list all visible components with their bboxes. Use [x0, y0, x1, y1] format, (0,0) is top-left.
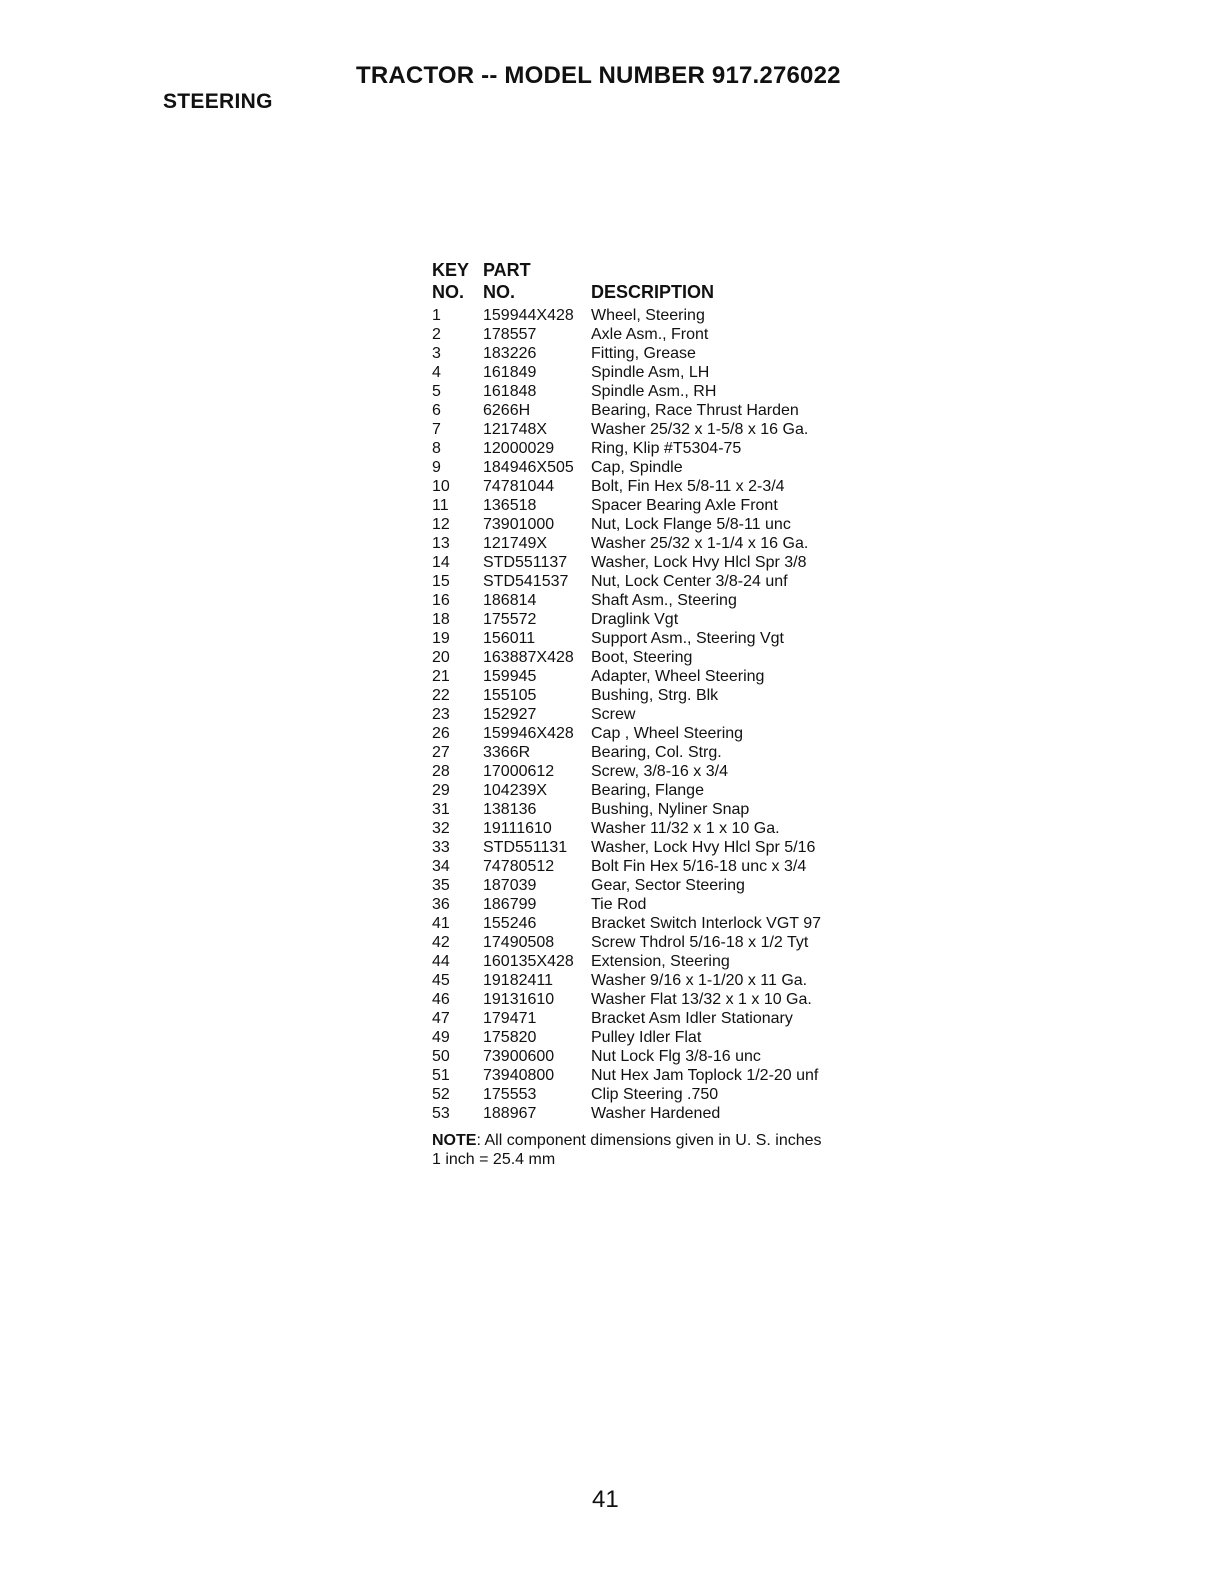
description-cell: Tie Rod	[591, 896, 647, 913]
key-no-cell: 33	[432, 839, 450, 856]
part-no-cell: 155105	[483, 687, 537, 704]
key-no-cell: 28	[432, 763, 450, 780]
key-no-cell: 42	[432, 934, 450, 951]
description-cell: Screw Thdrol 5/16-18 x 1/2 Tyt	[591, 934, 809, 951]
part-header-line2: NO.	[483, 282, 516, 302]
table-row	[432, 553, 902, 572]
key-no-cell: 32	[432, 820, 450, 837]
key-no-cell: 2	[432, 326, 441, 343]
table-row	[432, 534, 902, 553]
table-row	[432, 629, 902, 648]
part-header-line1: PART	[483, 260, 531, 280]
table-row	[432, 1066, 902, 1085]
table-row	[432, 420, 902, 439]
description-cell: Ring, Klip #T5304-75	[591, 440, 742, 457]
description-cell: Washer 9/16 x 1-1/20 x 11 Ga.	[591, 972, 808, 989]
table-row	[432, 667, 902, 686]
key-no-cell: 46	[432, 991, 450, 1008]
table-row	[432, 1009, 902, 1028]
table-row	[432, 1085, 902, 1104]
part-no-cell: 159946X428	[483, 725, 574, 742]
table-row	[432, 933, 902, 952]
part-no-cell: 12000029	[483, 440, 555, 457]
part-no-cell: 175553	[483, 1086, 537, 1103]
description-cell: Gear, Sector Steering	[591, 877, 745, 894]
description-cell: Bolt, Fin Hex 5/8-11 x 2-3/4	[591, 478, 785, 495]
table-row	[432, 876, 902, 895]
description-cell: Spindle Asm, LH	[591, 364, 710, 381]
key-no-cell: 11	[432, 497, 449, 514]
key-no-cell: 10	[432, 478, 450, 495]
part-no-cell: 163887X428	[483, 649, 574, 666]
table-row	[432, 857, 902, 876]
part-no-cell: 136518	[483, 497, 537, 514]
key-no-cell: 52	[432, 1086, 450, 1103]
part-no-cell: 6266H	[483, 402, 531, 419]
part-no-cell: 104239X	[483, 782, 548, 799]
table-row	[432, 591, 902, 610]
section-title: STEERING	[163, 90, 273, 113]
key-no-cell: 31	[432, 801, 450, 818]
table-row	[432, 990, 902, 1009]
description-cell: Spindle Asm., RH	[591, 383, 717, 400]
table-row	[432, 1104, 902, 1123]
table-row	[432, 610, 902, 629]
table-body	[432, 306, 902, 1123]
table-row	[432, 743, 902, 762]
description-cell: Washer 25/32 x 1-5/8 x 16 Ga.	[591, 421, 809, 438]
table-row	[432, 781, 902, 800]
part-no-cell: 184946X505	[483, 459, 574, 476]
table-row	[432, 439, 902, 458]
key-no-cell: 12	[432, 516, 450, 533]
table-row	[432, 724, 902, 743]
description-cell: Bushing, Nyliner Snap	[591, 801, 750, 818]
description-cell: Bearing, Col. Strg.	[591, 744, 722, 761]
description-cell: Washer, Lock Hvy Hlcl Spr 3/8	[591, 554, 807, 571]
part-no-cell: 121749X	[483, 535, 548, 552]
description-cell: Nut, Lock Center 3/8-24 unf	[591, 573, 788, 590]
key-no-cell: 45	[432, 972, 450, 989]
part-no-cell: 161848	[483, 383, 537, 400]
table-row	[432, 705, 902, 724]
part-no-cell: 186814	[483, 592, 537, 609]
part-no-cell: 19182411	[483, 972, 553, 989]
table-row	[432, 572, 902, 591]
description-cell: Bolt Fin Hex 5/16-18 unc x 3/4	[591, 858, 807, 875]
key-no-cell: 3	[432, 345, 441, 362]
part-no-cell: 186799	[483, 896, 537, 913]
table-row	[432, 1047, 902, 1066]
key-header-line1: KEY	[432, 260, 470, 280]
table-row	[432, 458, 902, 477]
key-no-cell: 6	[432, 402, 441, 419]
part-no-cell: 187039	[483, 877, 537, 894]
table-row	[432, 496, 902, 515]
part-no-cell: 121748X	[483, 421, 548, 438]
key-no-cell: 49	[432, 1029, 450, 1046]
table-row	[432, 838, 902, 857]
table-row	[432, 648, 902, 667]
description-cell: Cap , Wheel Steering	[591, 725, 744, 742]
part-no-cell: 175572	[483, 611, 537, 628]
description-cell: Washer 25/32 x 1-1/4 x 16 Ga.	[591, 535, 809, 552]
description-cell: Bracket Switch Interlock VGT 97	[591, 915, 822, 932]
part-no-cell: STD541537	[483, 573, 569, 590]
table-row	[432, 914, 902, 933]
part-no-cell: 159944X428	[483, 307, 574, 324]
key-no-cell: 15	[432, 573, 450, 590]
part-no-cell: 138136	[483, 801, 537, 818]
description-cell: Shaft Asm., Steering	[591, 592, 737, 609]
key-no-cell: 9	[432, 459, 441, 476]
note-label: NOTE	[432, 1132, 477, 1149]
description-cell: Screw, 3/8-16 x 3/4	[591, 763, 728, 780]
key-no-cell: 7	[432, 421, 441, 438]
description-cell: Nut Lock Flg 3/8-16 unc	[591, 1048, 761, 1065]
part-no-cell: 155246	[483, 915, 537, 932]
table-row	[432, 306, 902, 325]
description-cell: Washer, Lock Hvy Hlcl Spr 5/16	[591, 839, 816, 856]
table-row	[432, 971, 902, 990]
key-no-cell: 41	[432, 915, 450, 932]
key-no-cell: 35	[432, 877, 450, 894]
description-cell: Clip Steering .750	[591, 1086, 719, 1103]
description-cell: Washer Flat 13/32 x 1 x 10 Ga.	[591, 991, 812, 1008]
table-row	[432, 800, 902, 819]
table-row	[432, 363, 902, 382]
table-row	[432, 515, 902, 534]
part-no-cell: 17000612	[483, 763, 555, 780]
part-no-cell: 178557	[483, 326, 537, 343]
description-cell: Nut, Lock Flange 5/8-11 unc	[591, 516, 791, 533]
table-row	[432, 819, 902, 838]
table-row	[432, 477, 902, 496]
key-no-cell: 20	[432, 649, 450, 666]
key-no-cell: 27	[432, 744, 450, 761]
table-row	[432, 762, 902, 781]
key-no-cell: 4	[432, 364, 441, 381]
part-no-cell: 17490508	[483, 934, 555, 951]
part-no-cell: 161849	[483, 364, 537, 381]
key-no-cell: 34	[432, 858, 450, 875]
part-no-cell: 160135X428	[483, 953, 574, 970]
part-no-cell: STD551131	[483, 839, 568, 856]
description-cell: Axle Asm., Front	[591, 326, 709, 343]
description-cell: Washer 11/32 x 1 x 10 Ga.	[591, 820, 780, 837]
part-no-cell: 159945	[483, 668, 537, 685]
key-no-cell: 51	[432, 1067, 450, 1084]
description-cell: Cap, Spindle	[591, 459, 683, 476]
key-no-cell: 19	[432, 630, 450, 647]
note-text: : All component dimensions given in U. S. inches 1 inch = 25.4 mm	[432, 1132, 822, 1168]
key-no-cell: 21	[432, 668, 450, 685]
key-no-cell: 13	[432, 535, 450, 552]
table-row	[432, 1028, 902, 1047]
description-cell: Draglink Vgt	[591, 611, 679, 628]
key-no-cell: 18	[432, 611, 450, 628]
part-no-cell: 73901000	[483, 516, 555, 533]
description-cell: Bearing, Flange	[591, 782, 704, 799]
part-no-cell: 183226	[483, 345, 537, 362]
key-no-cell: 16	[432, 592, 450, 609]
part-no-cell: 179471	[483, 1010, 537, 1027]
part-no-cell: 188967	[483, 1105, 537, 1122]
description-cell: Boot, Steering	[591, 649, 693, 666]
key-no-cell: 22	[432, 687, 450, 704]
parts-table	[432, 260, 902, 1169]
part-no-cell: STD551137	[483, 554, 568, 571]
part-no-cell: 74781044	[483, 478, 555, 495]
description-cell: Nut Hex Jam Toplock 1/2-20 unf	[591, 1067, 819, 1084]
description-cell: Pulley Idler Flat	[591, 1029, 702, 1046]
key-no-cell: 36	[432, 896, 450, 913]
table-row	[432, 686, 902, 705]
table-row	[432, 344, 902, 363]
part-no-cell: 73900600	[483, 1048, 555, 1065]
description-cell: Fitting, Grease	[591, 345, 696, 362]
key-no-cell: 50	[432, 1048, 450, 1065]
key-no-cell: 1	[432, 307, 441, 324]
note	[432, 1131, 832, 1169]
key-no-cell: 44	[432, 953, 450, 970]
description-cell: Bracket Asm Idler Stationary	[591, 1010, 793, 1027]
description-header: DESCRIPTION	[591, 282, 715, 302]
part-no-cell: 19131610	[483, 991, 555, 1008]
description-cell: Support Asm., Steering Vgt	[591, 630, 784, 647]
key-no-cell: 53	[432, 1105, 450, 1122]
description-cell: Spacer Bearing Axle Front	[591, 497, 778, 514]
table-row	[432, 895, 902, 914]
part-no-cell: 3366R	[483, 744, 531, 761]
table-row	[432, 401, 902, 420]
description-cell: Extension, Steering	[591, 953, 730, 970]
description-cell: Adapter, Wheel Steering	[591, 668, 765, 685]
key-header-line2: NO.	[432, 282, 465, 302]
table-header	[432, 260, 902, 306]
part-no-cell: 156011	[483, 630, 536, 647]
table-row	[432, 325, 902, 344]
key-no-cell: 8	[432, 440, 441, 457]
part-no-cell: 74780512	[483, 858, 555, 875]
part-no-cell: 73940800	[483, 1067, 555, 1084]
key-no-cell: 23	[432, 706, 450, 723]
key-no-cell: 47	[432, 1010, 450, 1027]
description-cell: Bushing, Strg. Blk	[591, 687, 719, 704]
key-no-cell: 26	[432, 725, 450, 742]
key-no-cell: 14	[432, 554, 450, 571]
description-cell: Bearing, Race Thrust Harden	[591, 402, 799, 419]
page-title: TRACTOR -- MODEL NUMBER 917.276022	[356, 62, 841, 89]
key-no-cell: 5	[432, 383, 441, 400]
part-no-cell: 152927	[483, 706, 537, 723]
part-no-cell: 175820	[483, 1029, 537, 1046]
description-cell: Washer Hardened	[591, 1105, 721, 1122]
table-row	[432, 382, 902, 401]
description-cell: Screw	[591, 706, 636, 723]
table-row	[432, 952, 902, 971]
page-number: 41	[592, 1486, 619, 1513]
key-no-cell: 29	[432, 782, 450, 799]
part-no-cell: 19111610	[483, 820, 552, 837]
description-cell: Wheel, Steering	[591, 307, 705, 324]
